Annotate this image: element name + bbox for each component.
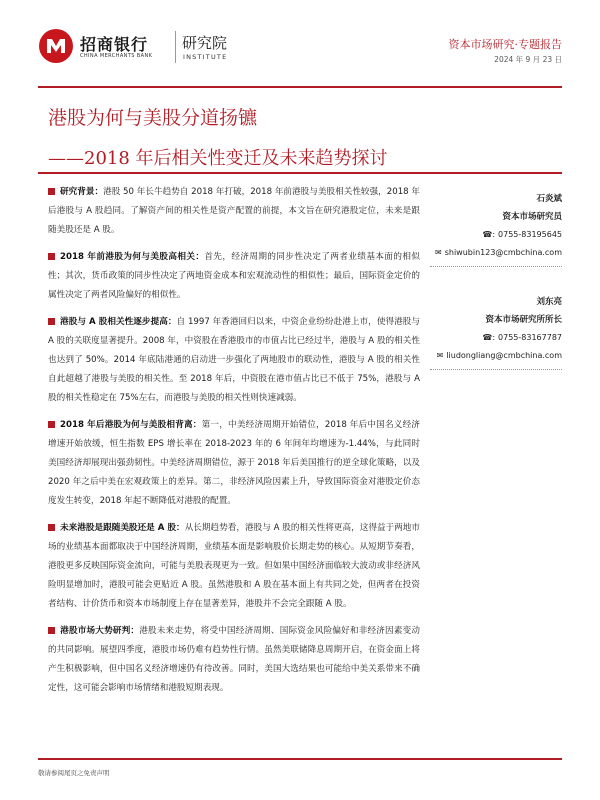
bullet-icon xyxy=(48,627,55,634)
paragraph-post2018 xyxy=(48,416,420,511)
author-email-value[interactable]: liudongliang@cmbchina.com xyxy=(446,351,562,360)
author-email[interactable] xyxy=(430,347,562,365)
footer-rule xyxy=(38,758,562,760)
author-phone-value: 0755-83195645 xyxy=(498,230,562,239)
phone-icon: ☎: xyxy=(482,333,496,342)
author-role: 资本市场研究所所长 xyxy=(485,315,562,325)
author-sidebar xyxy=(430,190,562,396)
email-icon: ✉ xyxy=(435,248,442,257)
brand-name: 招商银行 xyxy=(80,35,149,54)
summary-column xyxy=(48,183,420,706)
paragraph-heading: 港股市场大势研判： xyxy=(60,626,140,636)
author-name: 刘东亮 xyxy=(536,297,562,307)
paragraph-text: 港股 50 年长牛趋势自 2018 年打破，2018 年前港股与美股相关性较强，2018 年后港股与 A 股趋同。了解资产间的相关性是资产配置的前提，本文旨在研究港股定位，未来是跟随美股还是 A 股。 xyxy=(48,187,420,235)
author-phone xyxy=(430,226,562,244)
paragraph-heading: 未来港股是跟随美股还是 A 股： xyxy=(60,523,185,533)
phone-icon: ☎: xyxy=(482,230,496,239)
bullet-icon xyxy=(48,253,55,260)
institute-name-en: INSTITUTE xyxy=(183,53,228,61)
title-top-rule xyxy=(38,86,562,88)
page-header xyxy=(38,28,562,72)
report-date: 2024 年 9 月 23 日 xyxy=(494,55,562,64)
bullet-icon xyxy=(48,318,55,325)
bullet-icon xyxy=(48,188,55,195)
paragraph-text: 第一，中美经济周期开始错位，2018 年后中国名义经济增速开始放缓，恒生指数 EPS 增长率在 2018-2023 年的 6 年间年均增速为-1.44%，与此同时美国经济却展现出强劲韧性。中美经济周期错位，源于 2018 年后美国推行的逆全球化策略，以及 2020 年之后中美在宏观政策上的差异。第二，非经济风险因素上升，导致国际资金对港股定价态度发生转变，2018 年起不断降低对港股的配置。 xyxy=(48,420,420,506)
bullet-icon xyxy=(48,421,55,428)
author-name: 石炎斌 xyxy=(536,194,562,204)
paragraph-text: 自 1997 年香港回归以来，中资企业纷纷赴港上市，使得港股与 A 股的关联度显著提升。2008 年，中资股在香港股市的市值占比已经过半，港股与 A 股的相关性也达到了 50%。2014 年底陆港通的启动进一步强化了两地股市的联动性，港股与 A 股的相关性自此超越了港股与美股的相关性。至 2018 年后，中资股在港市值占比已不低于 75%，港股与 A 股的相关性稳定在 75%左右，而港股与美股的相关性则快速减弱。 xyxy=(48,317,420,403)
paragraph-heading: 2018 年前港股为何与美股高相关： xyxy=(60,252,205,262)
institute-name: 研究院 xyxy=(182,34,228,52)
paragraph-future xyxy=(48,519,420,614)
author-card xyxy=(430,293,562,370)
disclaimer-note[interactable]: 敬请参阅尾页之免责声明 xyxy=(38,769,110,777)
cmb-logo-icon xyxy=(38,28,74,64)
author-card xyxy=(430,190,562,267)
paragraph-heading: 港股与 A 股相关性逐步提高： xyxy=(60,317,177,327)
title-bottom-rule xyxy=(38,172,562,174)
author-phone xyxy=(430,329,562,347)
email-icon: ✉ xyxy=(436,351,444,360)
paragraph-text: 港股未来走势，将受中国经济周期、国际资金风险偏好和非经济因素变动的共同影响。展望四季度，港股市场仍难有趋势性行情。虽然美联储降息周期开启，在资金面上将产生积极影响，但中国名义经济增速仍有待改善。同时，美国大选结果也可能给中美关系带来不确定性，这可能会影响市场情绪和港股短期表现。 xyxy=(48,626,420,693)
paragraph-heading: 研究背景： xyxy=(60,187,104,197)
author-phone-value: 0755-83167787 xyxy=(498,333,562,342)
brand-divider xyxy=(175,31,176,63)
author-role: 资本市场研究员 xyxy=(502,212,562,222)
paragraph-text: 从长期趋势看，港股与 A 股的相关性将更高，这得益于两地市场的业绩基本面都取决于中国经济周期，业绩基本面是影响股价长期走势的核心。从短期节奏看，港股更多反映国际资金流向，可能与美股表现更为一致。但如果中国经济面临较大波动或非经济风险明显增加时，港股可能会更贴近 A 股。虽然港股和 A 股在基本面上有共同之处，但两者在投资者结构、计价货币和资本市场制度上存在显著差异，港股并不会完全跟随 A 股。 xyxy=(48,523,421,609)
author-divider xyxy=(430,369,562,370)
author-email[interactable] xyxy=(430,244,562,262)
paragraph-outlook xyxy=(48,622,420,698)
author-divider xyxy=(430,266,562,267)
report-subtitle: ——2018 年后相关性变迁及未来趋势探讨 xyxy=(48,148,388,169)
paragraph-background xyxy=(48,183,420,240)
bullet-icon xyxy=(48,524,55,531)
brand-name-en: CHINA MERCHANTS BANK xyxy=(80,53,153,59)
author-email-value[interactable]: shiwubin123@cmbchina.com xyxy=(444,248,562,257)
paragraph-heading: 2018 年后港股为何与美股相背离： xyxy=(60,420,202,430)
paragraph-pre2018 xyxy=(48,248,420,305)
report-type: 资本市场研究·专题报告 xyxy=(448,38,562,51)
report-title: 港股为何与美股分道扬镳 xyxy=(48,107,258,129)
paragraph-text: 首先，经济周期的同步性决定了两者业绩基本面的相似性；其次，货币政策的同步性决定了两地资金成本和宏观流动性的相似性；最后，国际资金定价的属性决定了两者风险偏好的相似性。 xyxy=(48,252,420,300)
paragraph-a-share-correlation xyxy=(48,313,420,408)
